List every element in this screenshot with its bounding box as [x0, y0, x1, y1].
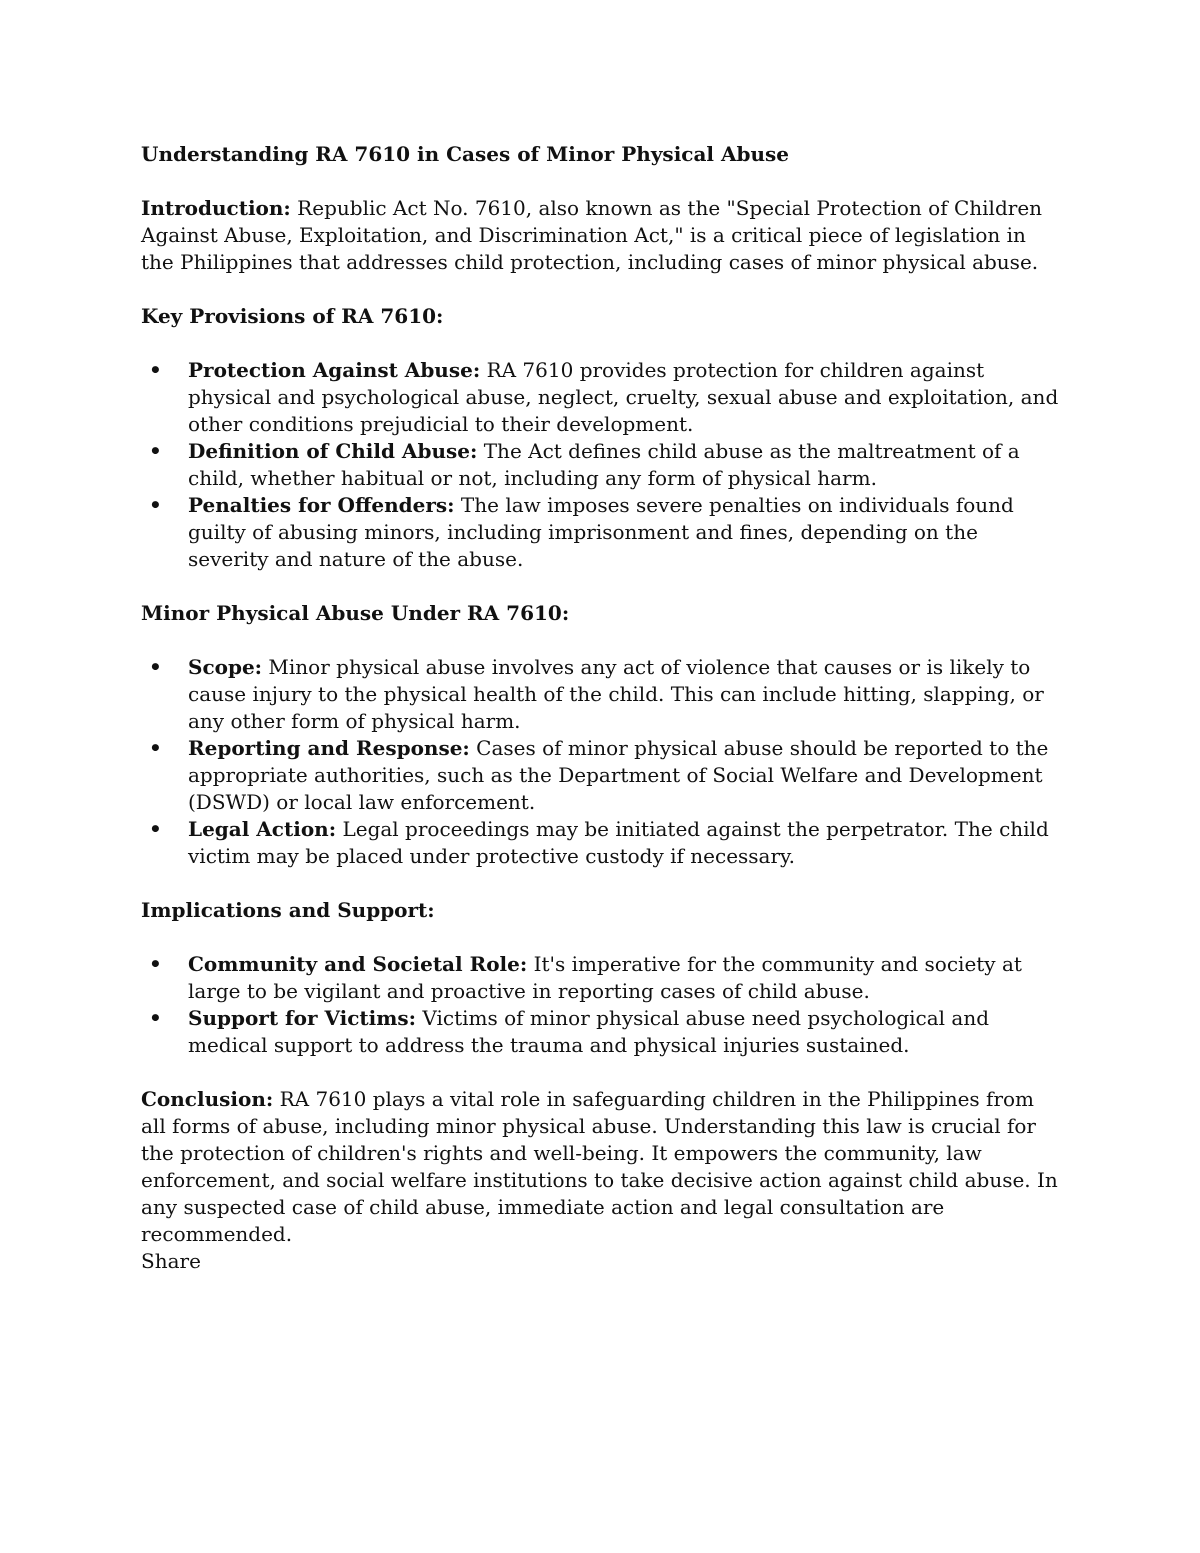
- list-item-label: Definition of Child Abuse:: [188, 439, 478, 463]
- introduction-text: Republic Act No. 7610, also known as the "Special Protection of Children Against Abuse, Exploitation, and Discrimination Act," is a critical piece of legislation in the Philippines that addresses child protection, including cases of minor physical abuse.: [141, 196, 1043, 274]
- bullet-icon: •: [149, 1006, 162, 1030]
- list-item: [141, 1005, 1060, 1059]
- introduction-paragraph: [141, 195, 1060, 276]
- section-heading-key-provisions: Key Provisions of RA 7610:: [141, 304, 444, 328]
- list-item-label: Protection Against Abuse:: [188, 358, 481, 382]
- list-item-text: Victims of minor physical abuse need psychological and medical support to address the trauma and physical injuries sustained.: [188, 1006, 990, 1057]
- list-item-text: The Act defines child abuse as the maltreatment of a child, whether habitual or not, including any form of physical harm.: [188, 439, 1020, 490]
- implications-support-list: [141, 951, 1060, 1059]
- list-item-label: Penalties for Offenders:: [188, 493, 455, 517]
- share-text: Share: [141, 1249, 201, 1273]
- bullet-icon: •: [149, 439, 162, 463]
- bullet-icon: •: [149, 358, 162, 382]
- list-item: [141, 492, 1060, 573]
- bullet-icon: •: [149, 655, 162, 679]
- list-item: [141, 816, 1060, 870]
- list-item-text: Minor physical abuse involves any act of violence that causes or is likely to cause injury to the physical health of the child. This can include hitting, slapping, or any other form of physical harm.: [188, 655, 1044, 733]
- list-item-text: RA 7610 provides protection for children against physical and psychological abuse, neglect, cruelty, sexual abuse and exploitation, and other conditions prejudicial to their development.: [188, 358, 1059, 436]
- list-item-label: Legal Action:: [188, 817, 337, 841]
- bullet-icon: •: [149, 736, 162, 760]
- list-item-label: Community and Societal Role:: [188, 952, 528, 976]
- key-provisions-list: [141, 357, 1060, 573]
- section-heading-minor-physical-abuse: Minor Physical Abuse Under RA 7610:: [141, 601, 570, 625]
- bullet-icon: •: [149, 952, 162, 976]
- minor-physical-abuse-list: [141, 654, 1060, 870]
- conclusion-text: RA 7610 plays a vital role in safeguarding children in the Philippines from all forms of abuse, including minor physical abuse. Understanding this law is crucial for the protection of children's rights and well-being. It empowers the community, law enforcement, and social welfare institutions to take decisive action against child abuse. In any suspected case of child abuse, immediate action and legal consultation are recommended.: [141, 1087, 1058, 1246]
- list-item: [141, 438, 1060, 492]
- list-item-text: The law imposes severe penalties on individuals found guilty of abusing minors, including imprisonment and fines, depending on the severity and nature of the abuse.: [188, 493, 1014, 571]
- section-heading-implications-support: Implications and Support:: [141, 898, 435, 922]
- introduction-label: Introduction:: [141, 196, 291, 220]
- list-item-label: Scope:: [188, 655, 263, 679]
- list-item: [141, 735, 1060, 816]
- bullet-icon: •: [149, 817, 162, 841]
- list-item-text: Legal proceedings may be initiated against the perpetrator. The child victim may be placed under protective custody if necessary.: [188, 817, 1049, 868]
- conclusion-paragraph: [141, 1086, 1060, 1248]
- conclusion-label: Conclusion:: [141, 1087, 274, 1111]
- list-item-text: Cases of minor physical abuse should be reported to the appropriate authorities, such as the Department of Social Welfare and Development (DSWD) or local law enforcement.: [188, 736, 1049, 814]
- list-item: [141, 654, 1060, 735]
- list-item: [141, 951, 1060, 1005]
- page-title: Understanding RA 7610 in Cases of Minor Physical Abuse: [141, 142, 790, 166]
- list-item-text: It's imperative for the community and society at large to be vigilant and proactive in reporting cases of child abuse.: [188, 952, 1022, 1003]
- list-item-label: Reporting and Response:: [188, 736, 470, 760]
- list-item-label: Support for Victims:: [188, 1006, 417, 1030]
- bullet-icon: •: [149, 493, 162, 517]
- list-item: [141, 357, 1060, 438]
